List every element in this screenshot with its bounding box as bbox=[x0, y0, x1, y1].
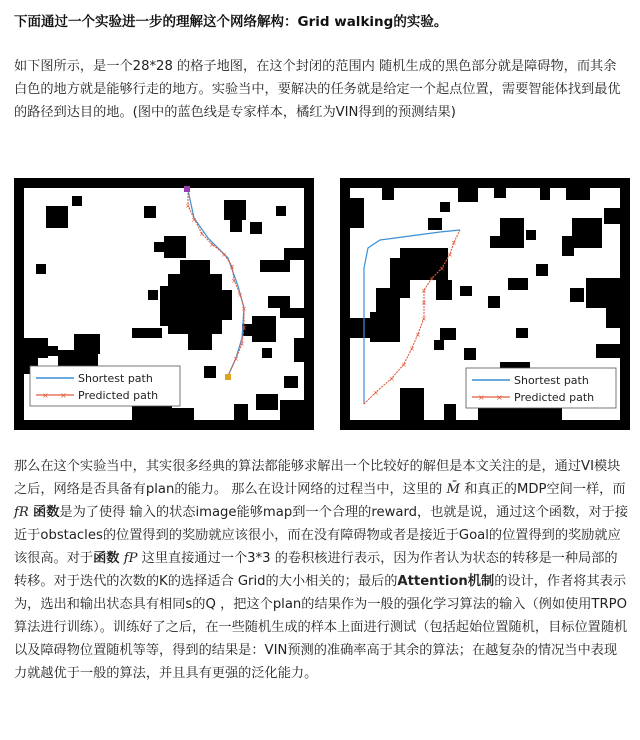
legend-shortest-label: Shortest path bbox=[78, 372, 153, 385]
svg-text:×: × bbox=[185, 202, 191, 210]
body-text-5: 的设计，作者将其表示为，选出和输出状态具有相同s的Q ，把这个plan的结果作为一般的强化学习算法的输入（例如使用TRPO算法进行训练）。训练好了之后，在一些随机生成的样本上面进行测试（包括起始位置随机，目标位置随机以及障碍物位置随机等等，得到的结果是：VIN预测的准确率高于其余的算法；在越复杂的情况当中表现力就越优于一般的算法，并且具有更强的泛化能力。 bbox=[14, 574, 628, 681]
svg-text:×: × bbox=[373, 389, 379, 397]
section-heading: 下面通过一个实验进一步的理解这个网络解构：Grid walking的实验。 bbox=[14, 14, 448, 30]
goal-marker-left bbox=[225, 374, 231, 380]
svg-text:×: × bbox=[233, 355, 239, 363]
math-m-bar: M̄ bbox=[446, 482, 460, 497]
svg-text:×: × bbox=[478, 393, 485, 402]
legend-shortest-label: Shortest path bbox=[514, 374, 589, 387]
svg-text:×: × bbox=[241, 324, 247, 332]
grid-map-right bbox=[340, 178, 630, 430]
intro-paragraph: 如下图所示，是一个28*28 的格子地图，在这个封闭的范围内 随机生成的黑色部分就是障碍物，而其余白色的地方就是能够行走的地方。实验当中，要解决的任务就是给定一个起点位置，需要智能体找到最优的路径到达目的地。(图中的蓝色线是专家样本，橘红为VIN得到的预测结果) bbox=[14, 59, 621, 120]
body-bold-function-2: 函数 bbox=[93, 551, 120, 566]
body-bold-attention: Attention机制 bbox=[397, 574, 495, 589]
body-text-2: 和真正的MDP空间一样，而 bbox=[460, 482, 626, 497]
grid-walking-figures bbox=[14, 178, 628, 430]
legend-predicted-label: Predicted path bbox=[78, 389, 159, 402]
body-bold-function-1: 函数 bbox=[33, 505, 60, 520]
svg-text:×: × bbox=[199, 230, 205, 238]
svg-text:×: × bbox=[221, 251, 227, 259]
svg-text:×: × bbox=[229, 263, 235, 271]
svg-text:×: × bbox=[496, 393, 503, 402]
body-text-4: 这里直接通过一个3*3 的卷积核进行表示，因为作者认为状态的转移是一种局部的转移。对于迭代的次数的K的选择适合 Grid的大小相关的；最后的 bbox=[14, 551, 618, 589]
svg-text:×: × bbox=[415, 331, 421, 339]
svg-text:×: × bbox=[439, 265, 445, 273]
svg-text:×: × bbox=[231, 277, 237, 285]
legend-right bbox=[466, 368, 616, 408]
svg-text:×: × bbox=[209, 241, 215, 249]
svg-text:×: × bbox=[409, 345, 415, 353]
svg-text:×: × bbox=[421, 287, 427, 295]
svg-text:×: × bbox=[237, 291, 243, 299]
start-marker-left bbox=[184, 186, 190, 192]
body-text-3: 是为了使得 输入的状态image能够map到一个合理的reward，也就是说，通过这个函数，对于接近于obstacles的位置得到的奖励就应该很小，而在没有障碍物或者是接近于Goal的位置得到的奖励就应该很高。对于 bbox=[14, 505, 629, 566]
svg-text:×: × bbox=[447, 251, 453, 259]
svg-text:×: × bbox=[191, 216, 197, 224]
svg-text:×: × bbox=[241, 305, 247, 313]
svg-text:×: × bbox=[429, 275, 435, 283]
svg-text:×: × bbox=[451, 239, 457, 247]
svg-text:×: × bbox=[389, 375, 395, 383]
math-f-r: fR bbox=[14, 505, 29, 520]
math-f-p: fP bbox=[123, 551, 138, 566]
grid-map-left bbox=[14, 178, 314, 430]
legend-left bbox=[30, 366, 180, 406]
svg-text:×: × bbox=[401, 361, 407, 369]
svg-text:×: × bbox=[42, 391, 49, 400]
svg-text:×: × bbox=[421, 299, 427, 307]
svg-text:×: × bbox=[239, 340, 245, 348]
body-paragraph bbox=[14, 455, 628, 685]
svg-text:×: × bbox=[60, 391, 67, 400]
svg-text:×: × bbox=[421, 315, 427, 323]
body-text-1: 那么在这个实验当中，其实很多经典的算法都能够求解出一个比较好的解但是本文关注的是，通过VI模块之后，网络是否具备有plan的能力。 那么在设计网络的过程当中，这里的 bbox=[14, 459, 621, 497]
legend-predicted-label: Predicted path bbox=[514, 391, 595, 404]
